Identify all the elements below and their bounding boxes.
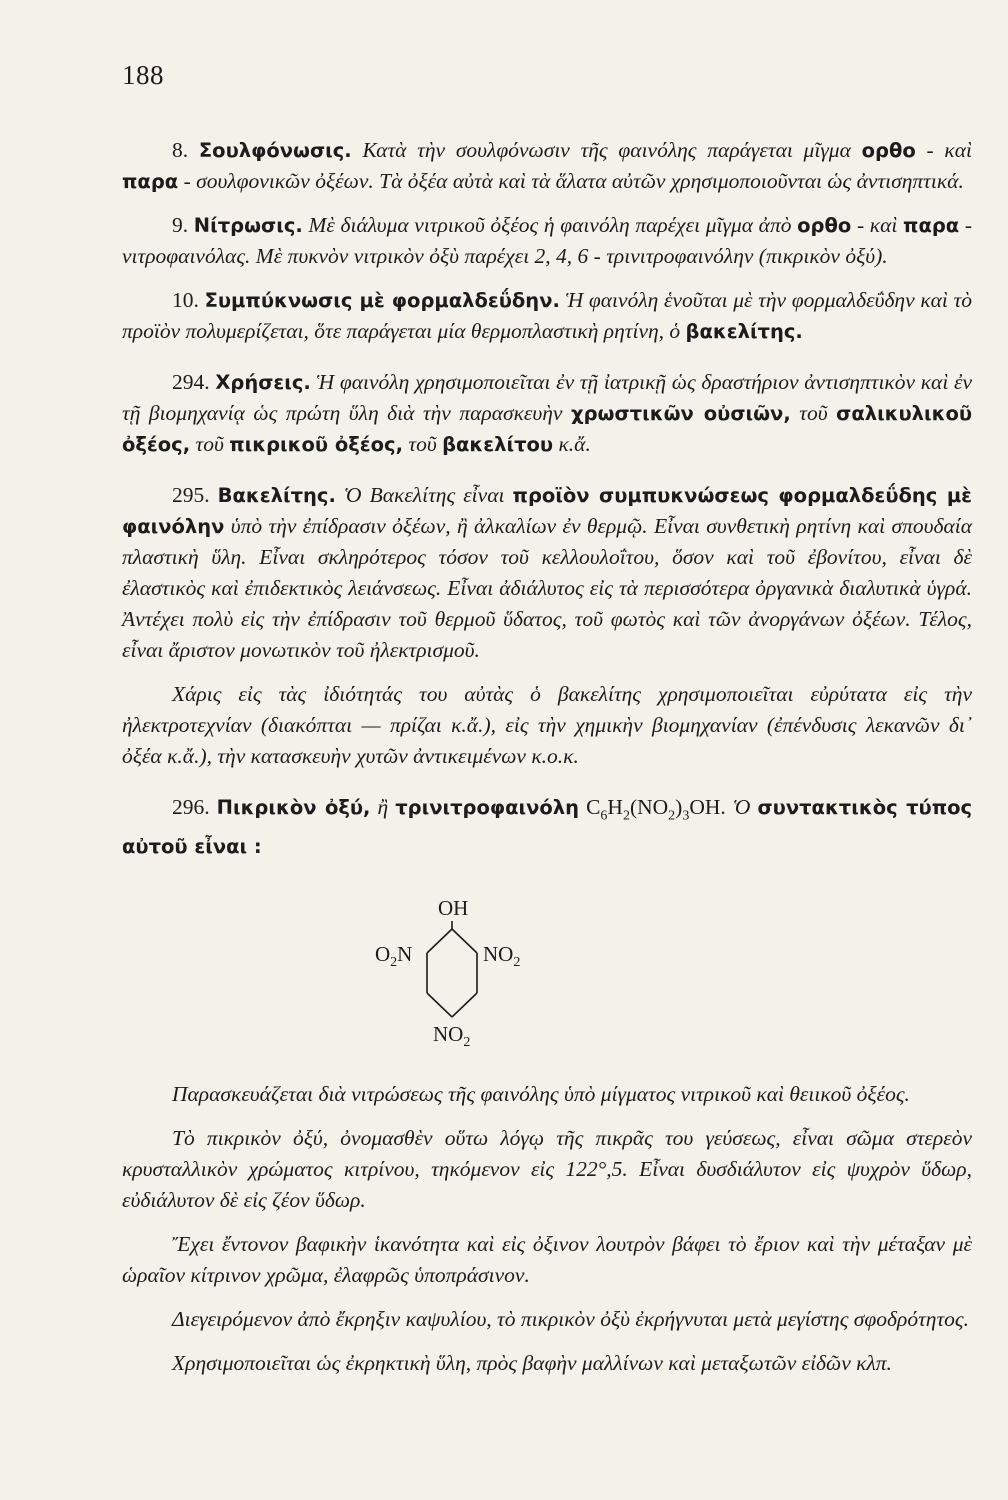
paragraph-applications: Χρησιμοποιεῖται ὡς ἐκρηκτικὴ ὕλη, πρὸς βαφὴν μαλλίνων καὶ μεταξωτῶν εἰδῶν κλπ. [172, 1351, 892, 1376]
bold-term: παρα [903, 214, 960, 237]
body-text: - νιτροφαινόλας. Μὲ πυκνὸν νιτρικὸν ὀξὺ παρέχει 2, 4, 6 - τρινιτροφαινόλην (πικρικὸν ὀξύ). [122, 213, 973, 268]
section-title: Πικρικὸν ὀξύ, [216, 796, 371, 819]
bold-term: προϊὸν συμπυκνώσεως φορμαλδεΰδης μὲ φαινόλην [122, 484, 973, 538]
paragraph-explosive: Διεγειρόμενον ἀπὸ ἔκρηξιν καψυλίου, τὸ πικρικὸν ὀξὺ ἐκρήγνυται μετὰ μεγίστης σφοδρότητος. [172, 1307, 970, 1332]
body-text: Ὁ Βακελίτης εἶναι [343, 483, 505, 507]
bold-term: συντακτικὸς τύπος αὐτοῦ εἶναι : [122, 796, 973, 859]
body-text: Ἡ φαινόλη ἑνοῦται μὲ τὴν φορμαλδεΰδην καὶ τὸ προϊὸν πολυμερίζεται, ὅτε παράγεται μία θερμοπλαστικὴ ρητίνη, ὁ [122, 288, 973, 343]
bold-term: τρινιτροφαινόλη [395, 796, 580, 819]
bold-term: ορθο [861, 139, 916, 162]
body-text: Ὁ [732, 795, 751, 819]
item-number: 295. [172, 483, 210, 507]
molecular-formula: $C_6H_2(NO_2)_3OH$. [586, 795, 726, 824]
benzene-ring [427, 921, 477, 1017]
body-text: - καὶ [856, 213, 898, 237]
body-text: - σουλφονικῶν ὀξέων. Τὰ ὀξέα αὐτὰ καὶ τὰ ἅλατα αὐτῶν χρησιμοποιοῦνται ὡς ἀντισηπτικά. [183, 169, 964, 193]
body-text: Ἡ φαινόλη χρησιμοποιεῖται ἐν τῇ ἰατρικῇ ὡς δραστήριον ἀντισηπτικὸν καὶ ἐν τῇ βιομηχανίᾳ ὡς πρώτη ὕλη διὰ τὴν παρασκευὴν [122, 370, 973, 425]
body-text: ὑπὸ τὴν ἐπίδρασιν ὀξέων, ἢ ἀλκαλίων ἐν θερμῷ. Εἶναι συνθετικὴ ρητίνη καὶ σπουδαία πλαστικὴ ὕλη. Εἶναι σκληρότερος τόσον τοῦ κελλουλοΐτου, ὅσον καὶ τοῦ ἐβονίτου, εἶναι δὲ ἐλαστικὸς καὶ ἐπιδεκτικὸς λειάνσεως. Εἶναι ἀδιάλυτος εἰς τὰ περισσότερα ὀργανικὰ διαλυτικὰ ὑγρά. Ἀντέχει πολὺ εἰς τὴν ἐπίδρασιν τοῦ θερμοῦ ὕδατος, τοῦ φωτὸς καὶ τῶν ἀνοργάνων ὀξέων. Τέλος, εἶναι ἄριστον μονωτικὸν τοῦ ἠλεκτρισμοῦ. [122, 514, 972, 662]
bold-term: βακελίτου [442, 433, 554, 456]
paragraph-condensation [122, 285, 972, 347]
body-text: Μὲ διάλυμα νιτρικοῦ ὀξέος ἡ φαινόλη παρέχει μῖγμα ἀπὸ [308, 213, 792, 237]
paragraph-properties: Τὸ πικρικὸν ὀξύ, ὀνομασθὲν οὕτω λόγῳ τῆς πικρᾶς του γεύσεως, εἶναι σῶμα στερεὸν κρυσταλλικὸν χρώματος κιτρίνου, τηκόμενον εἰς 122°,5. Εἶναι δυσδιάλυτον εἰς ψυχρὸν ὕδωρ, εὐδιάλυτον δὲ εἰς ζέον ὕδωρ. [122, 1126, 972, 1213]
item-number: 296. [172, 795, 210, 819]
book-page [122, 60, 972, 1392]
section-title: Νίτρωσις. [193, 214, 303, 237]
substituent-oh: OH [438, 896, 469, 921]
item-number: 294. [172, 370, 210, 394]
paragraph-bakelite [122, 480, 972, 666]
item-number: 10. [172, 288, 199, 312]
ring-bond [427, 993, 452, 1017]
substituent-nitro-left: $O_2N$ [375, 942, 413, 971]
bold-term: πικρικοῦ ὀξέος, [229, 433, 403, 456]
ring-bond [427, 929, 452, 953]
item-number: 9. [172, 213, 189, 237]
section-title: Σουλφόνωσις. [198, 139, 352, 162]
body-text: - καὶ [926, 138, 972, 162]
bold-term: σαλικυλικοῦ ὀξέος, [122, 402, 973, 456]
picric-acid-structure-diagram [347, 875, 567, 1055]
body-text: κ.ἄ. [558, 432, 591, 456]
body-text: Κατὰ τὴν σουλφόνωσιν τῆς φαινόλης παράγεται μῖγμα [362, 138, 851, 162]
ring-bond [452, 993, 477, 1017]
page-number: 188 [122, 60, 164, 90]
paragraph-preparation: Παρασκευάζεται διὰ νιτρώσεως τῆς φαινόλης ὑπὸ μίγματος νιτρικοῦ καὶ θειικοῦ ὀξέος. [172, 1082, 910, 1107]
section-title: Συμπύκνωσις μὲ φορμαλδεΰδην. [204, 289, 560, 312]
body-text: τοῦ [408, 432, 437, 456]
bold-term: χρωστικῶν οὐσιῶν, [571, 402, 791, 425]
bold-term: παρα [122, 170, 179, 193]
bold-term: ορθο [797, 214, 852, 237]
paragraph-bakelite-uses: Χάρις εἰς τὰς ἰδιότητάς του αὐτὰς ὁ βακελίτης χρησιμοποιεῖται εὐρύτατα εἰς τὴν ἠλεκτροτεχνίαν (διακόπται — πρίζαι κ.ἄ.), εἰς τὴν χημικὴν βιομηχανίαν (ἐπένδυσις λεκανῶν δι᾽ ὀξέα κ.ἄ.), τὴν κατασκευὴν χυτῶν ἀντικειμένων κ.ο.κ. [122, 682, 972, 768]
substituent-nitro-right: $NO_2$ [483, 942, 521, 971]
ring-bond [452, 929, 477, 953]
paragraph-uses [122, 367, 972, 460]
item-number: 8. [172, 138, 189, 162]
paragraph-sulfonation [122, 135, 972, 197]
body-text: ἢ [377, 795, 389, 819]
structural-formula [122, 875, 972, 1055]
section-title: Χρήσεις. [215, 371, 311, 394]
paragraph-dyeing: Ἔχει ἔντονον βαφικὴν ἱκανότητα καὶ εἰς ὀξινον λουτρὸν βάφει τὸ ἔριον καὶ τὴν μέταξαν μὲ ὡραῖον κίτρινον χρῶμα, ἐλαφρῶς ὑποπράσινον. [122, 1232, 972, 1288]
paragraph-picric-acid [122, 792, 972, 862]
bold-term: βακελίτης. [685, 320, 803, 343]
section-title: Βακελίτης. [217, 484, 336, 507]
body-text: τοῦ [799, 401, 828, 425]
substituent-nitro-bottom: $NO_2$ [433, 1022, 471, 1051]
paragraph-nitration [122, 210, 972, 272]
body-text: τοῦ [195, 432, 224, 456]
